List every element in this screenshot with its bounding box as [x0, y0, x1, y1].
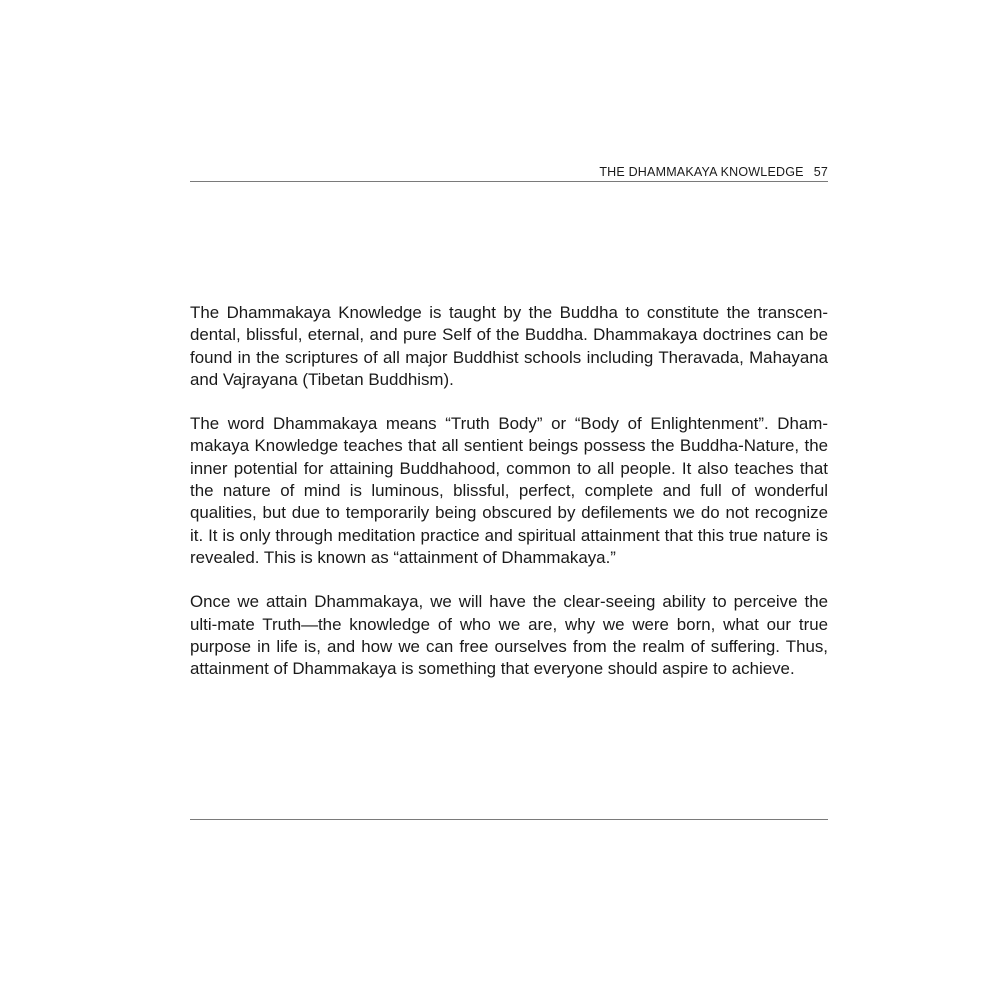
- running-title: THE DHAMMAKAYA KNOWLEDGE: [599, 165, 804, 179]
- paragraph-3: Once we attain Dhammakaya, we will have the clear-seeing ability to perceive the ulti-mate Truth—the knowledge of who we are, why we were born, what our true purpose in life is, and how we can free ourselves from the realm of suffering. Thus, attainment of Dhammakaya is something that everyone should aspire to achieve.: [190, 592, 828, 679]
- paragraph-2: The word Dhammakaya means “Truth Body” or “Body of Enlightenment”. Dham-makaya Knowledge teaches that all sentient beings possess the Buddha-Nature, the inner potential for attaining Buddhahood, common to all people. It also teaches that the nature of mind is luminous, blissful, perfect, complete and full of wonderful qualities, but due to temporarily being obscured by defilements we do not recognize it. It is only through meditation practice and spiritual attainment that this true nature is revealed. This is known as “attainment of Dhammakaya.”: [190, 414, 828, 567]
- footer-rule: [190, 819, 828, 820]
- header-rule: [190, 181, 828, 182]
- page-number: 57: [813, 165, 828, 179]
- body-text: [190, 302, 828, 702]
- running-head: [190, 164, 828, 180]
- paragraph-1: The Dhammakaya Knowledge is taught by the Buddha to constitute the transcen-dental, blissful, eternal, and pure Self of the Buddha. Dhammakaya doctrines can be found in the scriptures of all major Buddhist schools including Theravada, Mahayana and Vajrayana (Tibetan Buddhism).: [190, 303, 828, 389]
